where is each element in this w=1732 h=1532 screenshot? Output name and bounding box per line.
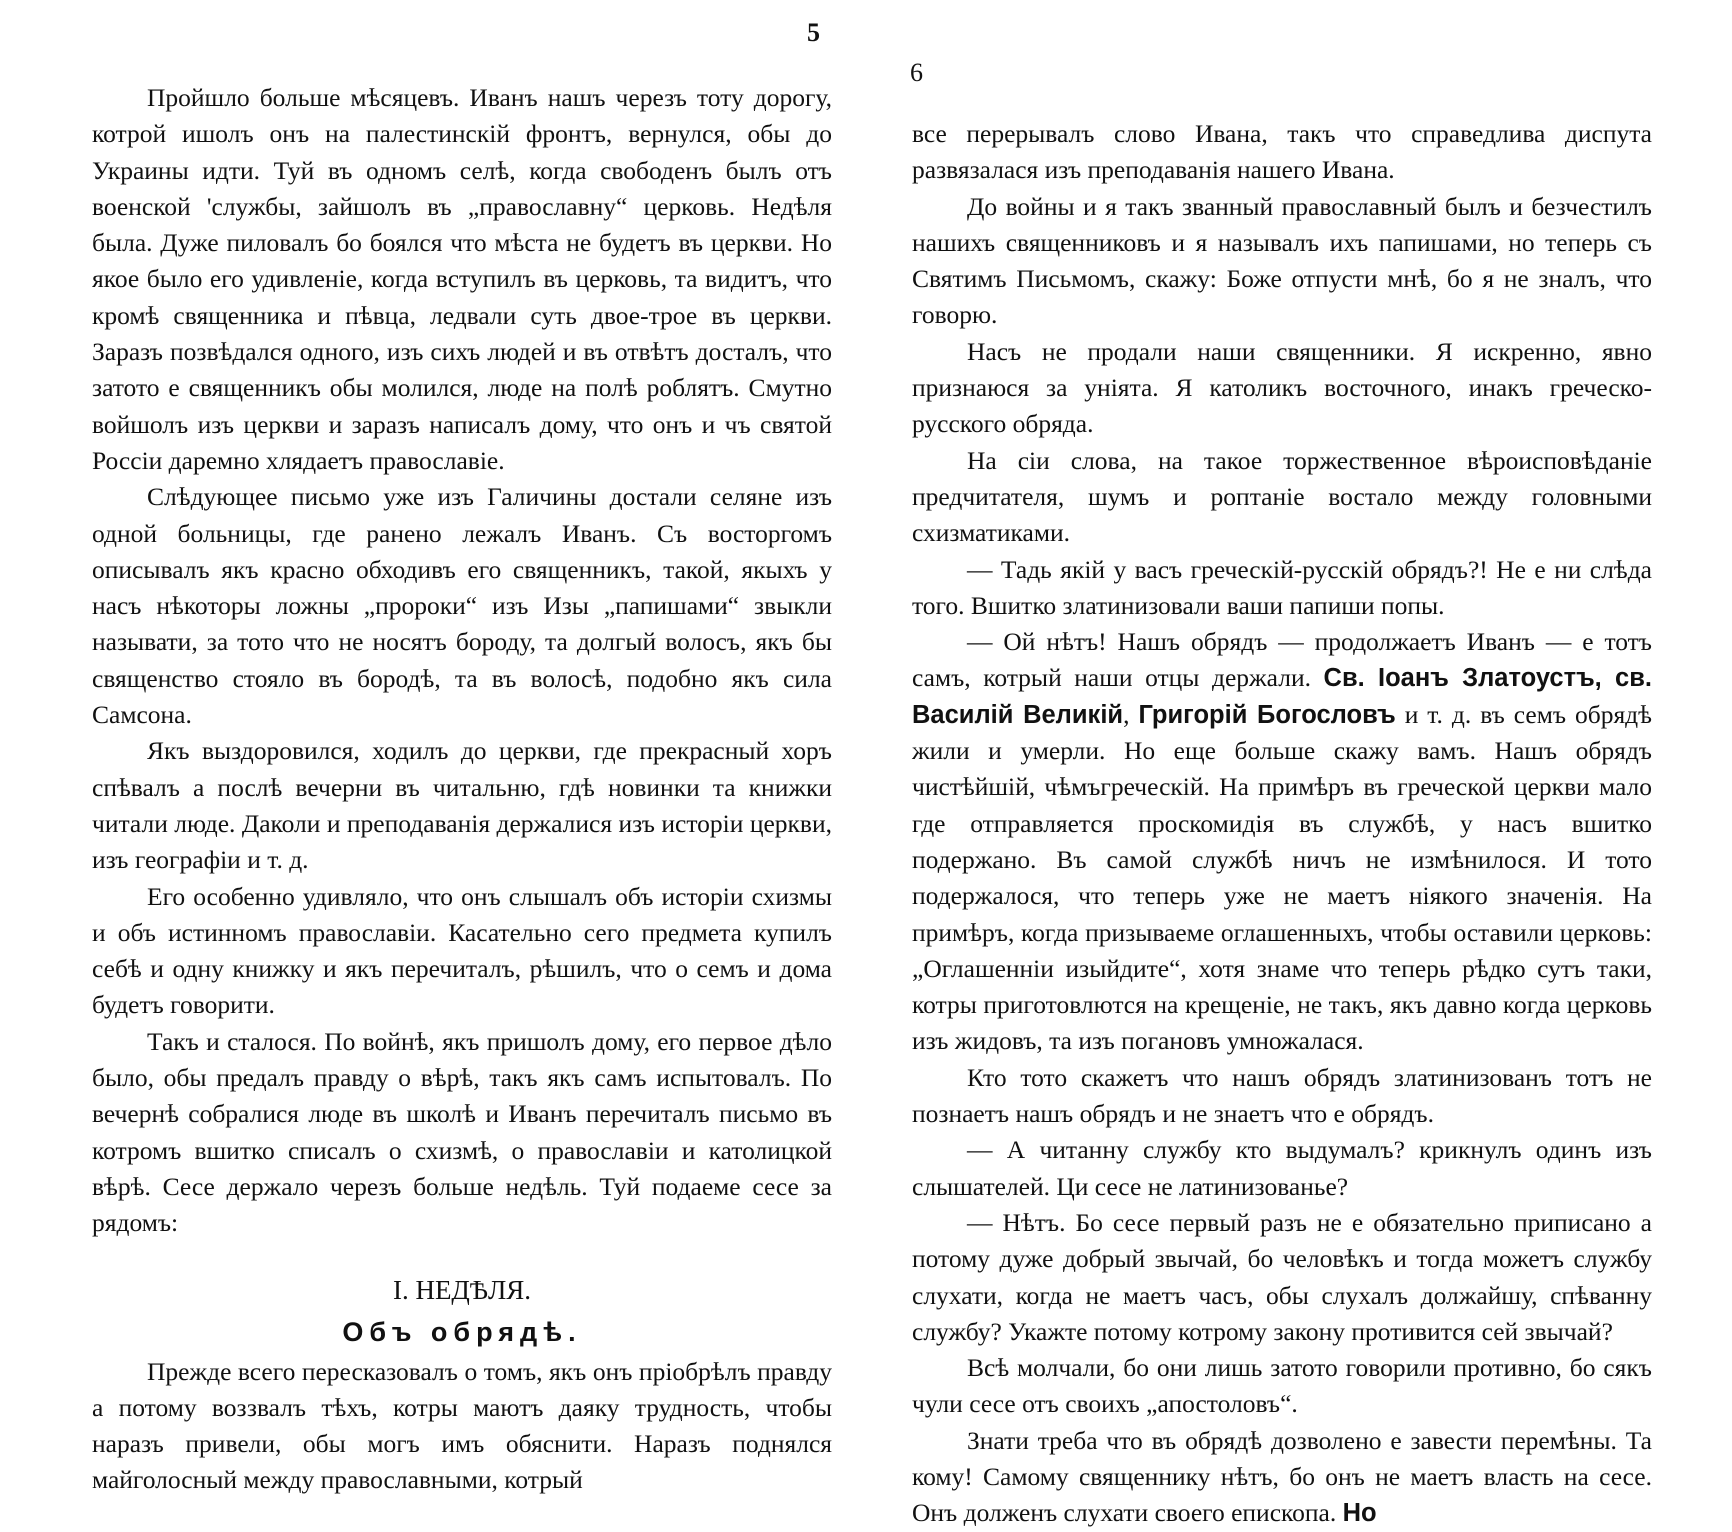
left-page [0, 0, 866, 1500]
paragraph: Пройшло больше мѣсяцевъ. Иванъ нашъ черезъ тоту дорогу, котрой ишолъ онъ на палестинскій фронтъ, вернулся, обы до Украины идти. Туй въ одномъ селѣ, когда свободенъ былъ отъ военской 'службы, зайшолъ въ „православну“ церковь. Недѣля была. Дуже пиловалъ бо боялся что мѣста не будетъ въ церкви. Но якое было его удивленіе, когда вступилъ въ церковь, та видитъ, что кромѣ священника и пѣвца, ледвали суть двое-трое въ церкви. Заразъ позвѣдался одного, изъ сихъ людей и въ отвѣтъ досталъ, что затото е священникъ обы молился, люде на полѣ роблятъ. Смутно войшолъ изъ церкви и заразъ написалъ дому, что онъ и чъ святой Россіи даремно хлядаетъ православіе. [92, 83, 832, 475]
paragraph [912, 1423, 1652, 1532]
paragraph: — Тадь якій у васъ греческій-русскій обрядъ?! Не е ни слѣда того. Вшитко златинизовали ваши папиши попы. [912, 554, 1652, 620]
paragraph: Такъ и сталося. По войнѣ, якъ пришолъ дому, его первое дѣло было, обы предалъ правду о вѣрѣ, такъ якъ самъ испытовалъ. По вечернѣ собралися люде въ школѣ и Иванъ перечиталъ письмо въ котромъ вшитко списалъ о схизмѣ, о православіи и католицкой вѣрѣ. Сесе держало черезъ больше недѣль. Туй подаеме сесе за рядомъ: [92, 1026, 832, 1238]
paragraph: — А читанну службу кто выдумалъ? крикнулъ одинъ изъ слышателей. Ци сесе не латинизованье? [912, 1135, 1652, 1201]
bold-word: Но [1342, 1499, 1377, 1528]
text-run: , [1123, 699, 1139, 729]
section-heading: I. НЕДѢЛЯ. [392, 1274, 532, 1305]
bold-saint-names: Св. Іоанъ Златоустъ, св. Василій Великій [912, 664, 1652, 729]
text-run: — Ой нѣтъ! Нашъ обрядъ — продолжаетъ Иванъ — е тотъ самъ, котрый наши отцы держали. [912, 627, 1652, 693]
section-title: Объ обрядѣ. [342, 1316, 582, 1347]
paragraph: Насъ не продали наши священники. Я искренно, явно признаюся за уніята. Я католикъ восточного, инакъ греческо-русского обряда. [912, 336, 1652, 439]
paragraph: Всѣ молчали, бо они лишь затото говорили противно, бо сякъ чули сесе отъ своихъ „апостоловъ“. [912, 1353, 1652, 1419]
paragraph: Его особенно удивляло, что онъ слышалъ объ исторіи схизмы и объ истинномъ православіи. Касательно сего предмета купилъ себѣ и одну книжку и якъ перечиталъ, рѣшилъ, что о семъ и дома будетъ говорити. [92, 881, 832, 1020]
paragraph: Кто тото скажетъ что нашъ обрядъ златинизованъ тотъ не познаетъ нашъ обрядъ и не знаетъ что е обрядъ. [912, 1062, 1652, 1129]
paragraph: Прежде всего пересказовалъ о томъ, якъ онъ пріобрѣлъ правду а потому воззвалъ тѣхъ, котры маютъ даяку трудность, чтобы наразъ привели, обы могъ имъ обяснити. Наразъ поднялся майголосный между православными, котрый [92, 1356, 832, 1495]
page-number: 5 [807, 18, 820, 47]
page-number: 6 [910, 58, 923, 87]
paragraph: Якъ выздоровился, ходилъ до церкви, где прекрасный хоръ спѣвалъ а послѣ вечерни въ читальню, гдѣ новинки та книжки читали люде. Даколи и преподаванія держалися изъ исторіи церкви, изъ географіи и т. д. [92, 736, 832, 875]
page-body [92, 80, 832, 1499]
text-run: Знати треба что въ обрядѣ дозволено е завести перемѣны. Та кому! Самому священнику нѣтъ, бо онъ не маетъ власть на сесе. Онъ долженъ слухати своего епископа. [912, 1425, 1652, 1528]
text-run: и т. д. въ семъ обрядѣ жили и умерли. Но еще больше скажу вамъ. Нашъ обрядъ чистѣйшій, чѣмъгреческій. На примѣръ въ греческой церкви мало где отправляется проскомидія въ службѣ, у насъ вшитко подержано. Въ самой службѣ ничъ не измѣнилося. И тото подержалося, что теперь уже не маетъ ніякого значенія. На примѣръ, когда призываеме оглашенныхъ, чтобы оставили церковь: „Оглашенніи изыйдите“, хотя знаме что теперь рѣдко сутъ таки, котры приготовлются на крещеніе, не такъ, якъ давно когда церковь изъ жидовъ, та изъ погановъ умножалася. [912, 699, 1653, 1056]
paragraph: До войны и я такъ званный православный былъ и безчестилъ нашихъ священниковъ и я называлъ ихъ папишами, но теперь съ Святимъ Письмомъ, скажу: Боже отпусти мнѣ, бо я не зналъ, что говорю. [912, 191, 1652, 330]
bold-saint-name: Григорій Богословъ [1138, 700, 1396, 729]
page-body [912, 116, 1652, 1532]
paragraph [912, 624, 1652, 1060]
paragraph: На сіи слова, на такое торжественное вѣроисповѣданіе предчитателя, шумъ и роптаніе востало между головными схизматиками. [912, 445, 1652, 548]
right-page [866, 0, 1732, 1528]
paragraph: — Нѣтъ. Бо сесе первый разъ не е обязательно приписано а потому дуже добрый звычай, бо человѣкъ и тогда можетъ службу слухати, когда не маетъ часъ, обы слухалъ должайшу, спѣванну службу? Укажте потому котрому закону противится сей звычай? [912, 1207, 1652, 1346]
paragraph-continued: все перерывалъ слово Ивана, такъ что справедлива диспута развязалася изъ преподаванія нашего Ивана. [912, 119, 1652, 185]
paragraph: Слѣдующее письмо уже изъ Галичины достали селяне изъ одной больницы, где ранено лежалъ Иванъ. Съ восторгомъ описывалъ якъ красно обходивъ его священникъ, такой, якыхъ у насъ нѣкоторы ложны „пророки“ изъ Изы „папишами“ звыкли называти, за тото что не носятъ бороду, та долгый волосъ, якъ бы священство стояло въ бородѣ, та въ волосѣ, подобно якъ сила Самсона. [92, 482, 832, 730]
